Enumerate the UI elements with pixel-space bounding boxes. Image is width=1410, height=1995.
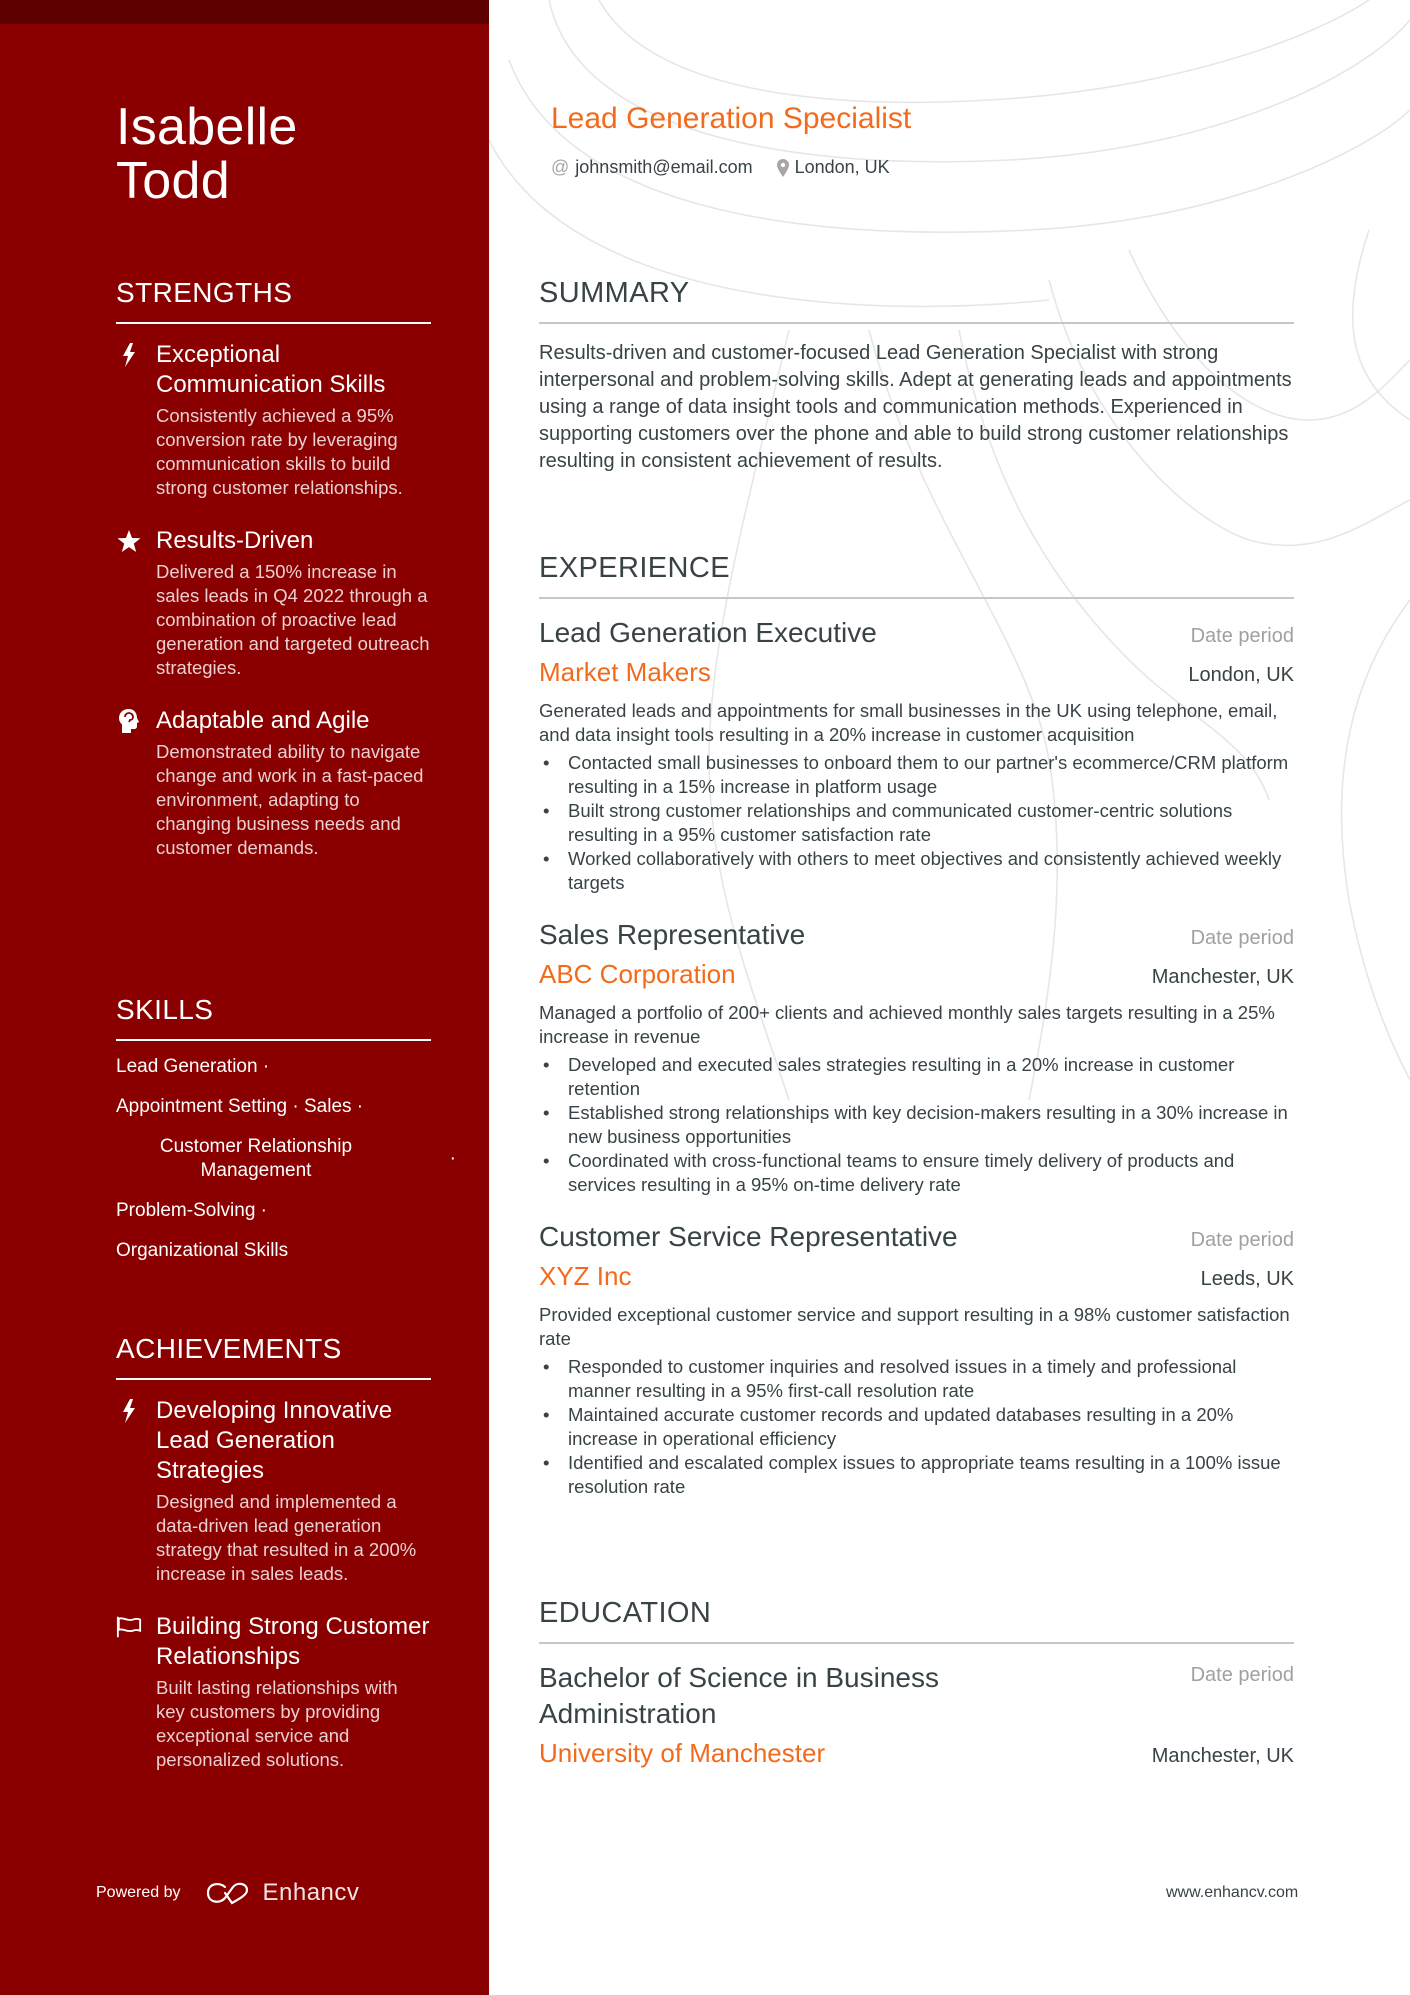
education-heading: EDUCATION	[539, 1597, 712, 1629]
skills-divider	[116, 1039, 431, 1041]
candidate-name	[116, 100, 431, 208]
bullet-item: • Coordinated with cross-functional teams to ensure timely delivery of products and services resulting in a 95% on-time delivery rate	[539, 1149, 1294, 1197]
contact-email[interactable]	[551, 157, 753, 178]
entry-title: Lead Generation Executive	[539, 617, 877, 648]
education-degree: Bachelor of Science in Business Administration	[539, 1662, 939, 1729]
at-sign-icon: @	[551, 157, 570, 177]
summary-heading: SUMMARY	[539, 277, 690, 309]
enhancv-logo-icon	[205, 1881, 251, 1905]
head-brain-icon	[116, 708, 142, 734]
education-section	[539, 1596, 1294, 1770]
strength-description: Demonstrated ability to navigate change and work in a fast-paced environment, adapting to changing business needs and customer demands.	[156, 741, 424, 858]
enhancv-logo[interactable]	[205, 1879, 360, 1907]
powered-by-label: Powered by	[96, 1884, 181, 1901]
experience-heading: EXPERIENCE	[539, 552, 730, 584]
experience-entry	[539, 615, 1294, 895]
name-last: Todd	[116, 152, 230, 210]
entry-title: Customer Service Representative	[539, 1221, 958, 1252]
achievement-description: Designed and implemented a data-driven lead generation strategy that resulted in a 200% increase in sales leads.	[156, 1491, 417, 1584]
experience-divider	[539, 597, 1294, 599]
experience-entry	[539, 1219, 1294, 1499]
email-text: johnsmith@email.com	[575, 157, 753, 177]
entry-title: Sales Representative	[539, 919, 806, 950]
skills-list	[116, 1055, 456, 1263]
strengths-heading: STRENGTHS	[116, 277, 293, 308]
achievement-item	[116, 1612, 431, 1772]
entry-location: Leeds, UK	[1200, 1268, 1294, 1290]
strength-item	[116, 340, 431, 500]
summary-section	[539, 276, 1294, 475]
entry-bullets	[539, 751, 1294, 895]
skill-tag: Appointment Setting · Sales ·	[116, 1096, 364, 1117]
bullet-item: • Contacted small businesses to onboard them to our partner's ecommerce/CRM platform resulting in a 15% increase in platform usage	[539, 751, 1294, 799]
entry-company: XYZ Inc	[539, 1261, 632, 1291]
skill-tag	[116, 1135, 456, 1183]
bullet-item: • Responded to customer inquiries and resolved issues in a timely and professional manner resulting in a 95% first-call resolution rate	[539, 1355, 1294, 1403]
education-divider	[539, 1642, 1294, 1644]
job-headline: Lead Generation Specialist	[551, 102, 912, 135]
entry-description: Managed a portfolio of 200+ clients and achieved monthly sales targets resulting in a 25% increase in revenue	[539, 1002, 1275, 1047]
sidebar-top-band	[0, 0, 489, 24]
strength-description: Consistently achieved a 95% conversion rate by leveraging communication skills to build strong customer relationships.	[156, 405, 403, 498]
location-text: London, UK	[794, 157, 890, 177]
skills-section	[116, 993, 456, 1279]
achievements-section	[116, 1332, 431, 1772]
achievement-title: Developing Innovative Lead Generation Strategies	[156, 1397, 393, 1484]
entry-company: ABC Corporation	[539, 959, 736, 989]
entry-date: Date period	[1190, 1664, 1294, 1686]
name-first: Isabelle	[116, 98, 298, 156]
summary-divider	[539, 322, 1294, 324]
lightning-bolt-icon	[116, 1398, 142, 1424]
achievement-description: Built lasting relationships with key customers by providing exceptional service and personalized solutions.	[156, 1677, 398, 1770]
entry-description: Provided exceptional customer service and support resulting in a 98% customer satisfaction rate	[539, 1304, 1290, 1349]
entry-location: Manchester, UK	[1151, 966, 1294, 988]
achievements-heading: ACHIEVEMENTS	[116, 1333, 342, 1364]
achievements-divider	[116, 1378, 431, 1380]
entry-location: London, UK	[1188, 664, 1294, 686]
map-pin-icon	[777, 159, 789, 177]
powered-by	[96, 1879, 359, 1907]
contact-location	[777, 157, 890, 178]
entry-date: Date period	[1190, 1229, 1294, 1251]
website-link[interactable]: www.enhancv.com	[1166, 1884, 1299, 1901]
entry-date: Date period	[1190, 625, 1294, 647]
bullet-item: • Built strong customer relationships and communicated customer-centric solutions resulting in a 95% customer satisfaction rate	[539, 799, 1294, 847]
bullet-item: • Maintained accurate customer records and updated databases resulting in a 20% increase in operational efficiency	[539, 1403, 1294, 1451]
strength-title: Results-Driven	[156, 527, 314, 554]
star-icon	[116, 528, 142, 554]
strength-title: Adaptable and Agile	[156, 707, 370, 734]
bullet-item: • Worked collaboratively with others to meet objectives and consistently achieved weekly targets	[539, 847, 1294, 895]
education-entry	[539, 1660, 1294, 1770]
education-school: University of Manchester	[539, 1738, 826, 1768]
skill-tag: Problem-Solving ·	[116, 1200, 267, 1221]
achievement-title: Building Strong Customer Relationships	[156, 1613, 430, 1670]
entry-company: Market Makers	[539, 657, 711, 687]
skill-tag: Lead Generation ·	[116, 1056, 270, 1077]
summary-text: Results-driven and customer-focused Lead Generation Specialist with strong interpersonal and problem-solving skills. Adept at generating leads and appointments using a range of data insight tools and communication methods. Experienced in supporting customers over the phone and able to build strong customer relationships resulting in consistent achievement of results.	[539, 342, 1292, 472]
contact-info	[551, 157, 1306, 178]
strength-item	[116, 526, 431, 680]
bullet-item: • Identified and escalated complex issues to appropriate teams resulting in a 100% issue resolution rate	[539, 1451, 1294, 1499]
strength-title: Exceptional Communication Skills	[156, 341, 386, 398]
lightning-bolt-icon	[116, 342, 142, 368]
entry-bullets	[539, 1053, 1294, 1197]
strengths-divider	[116, 322, 431, 324]
bullet-item: • Established strong relationships with key decision-makers resulting in a 30% increase in new business opportunities	[539, 1101, 1294, 1149]
experience-section	[539, 551, 1294, 1499]
skill-separator: ·	[449, 1148, 456, 1169]
entry-description: Generated leads and appointments for small businesses in the UK using telephone, email, and data insight tools resulting in a 20% increase in customer acquisition	[539, 700, 1278, 745]
strength-description: Delivered a 150% increase in sales leads in Q4 2022 through a combination of proactive lead generation and targeted outreach strategies.	[156, 561, 430, 678]
strength-item	[116, 706, 431, 860]
enhancv-brand: Enhancv	[262, 1879, 360, 1906]
entry-bullets	[539, 1355, 1294, 1499]
flag-icon	[116, 1614, 142, 1640]
skill-tag: Organizational Skills	[116, 1240, 289, 1261]
entry-date: Date period	[1190, 927, 1294, 949]
bullet-item: • Developed and executed sales strategies resulting in a 20% increase in customer retention	[539, 1053, 1294, 1101]
skills-heading: SKILLS	[116, 994, 214, 1025]
sidebar	[0, 0, 489, 1995]
entry-location: Manchester, UK	[1151, 1745, 1294, 1767]
skill-tag-label: Customer Relationship Management	[159, 1136, 353, 1181]
main-content	[489, 0, 1410, 1995]
strengths-section	[116, 276, 431, 860]
experience-entry	[539, 917, 1294, 1197]
achievement-item	[116, 1396, 431, 1586]
